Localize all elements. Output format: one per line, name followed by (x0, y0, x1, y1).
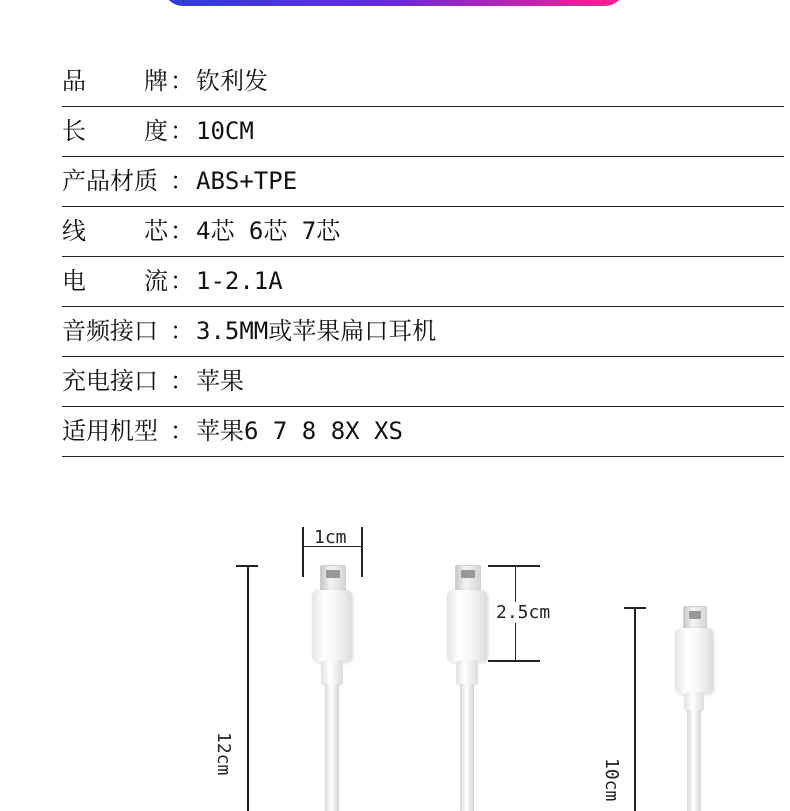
dimension-tick (624, 607, 646, 609)
dimension-tick (488, 660, 540, 662)
dimension-tick (488, 565, 540, 567)
spec-label-char: 线 (62, 217, 86, 245)
spec-label-char: 度 (144, 117, 168, 145)
spec-row-cores (62, 207, 784, 257)
dimension-label-2-5cm: 2.5cm (496, 602, 551, 623)
spec-label: 音频接口 (62, 317, 158, 345)
cable (460, 684, 474, 811)
spec-value: 4芯 6芯 7芯 (196, 217, 341, 245)
spec-value: 3.5MM或苹果扁口耳机 (196, 317, 437, 345)
connector-housing (312, 590, 352, 662)
dimension-diagram (0, 470, 790, 811)
spec-value: 10CM (196, 117, 254, 145)
strain-relief (684, 692, 704, 712)
dimension-tick (236, 565, 258, 567)
strain-relief (456, 660, 478, 686)
spec-colon: ： (170, 317, 194, 345)
spec-row-length (62, 107, 784, 157)
spec-table (62, 57, 784, 457)
spec-row-brand (62, 57, 784, 107)
dimension-label-1cm: 1cm (314, 527, 347, 548)
spec-colon: ： (170, 367, 194, 395)
spec-colon: ： (170, 217, 194, 245)
spec-value: ABS+TPE (196, 167, 298, 195)
spec-label: 适用机型 (62, 417, 158, 445)
spec-row-material (62, 157, 784, 207)
spec-value: 1-2.1A (196, 267, 283, 295)
spec-label-char: 品 (62, 67, 86, 95)
dimension-line-12cm (247, 565, 249, 811)
spec-label-char: 长 (62, 117, 86, 145)
strain-relief (321, 660, 343, 686)
spec-label-char: 电 (62, 267, 86, 295)
spec-value: 苹果6 7 8 8X XS (196, 417, 403, 445)
spec-label: 充电接口 (62, 367, 158, 395)
dimension-label-10cm: 10cm (601, 758, 622, 802)
dimension-tick (302, 527, 304, 577)
connector-housing (447, 590, 487, 662)
spec-label: 产品材质 (62, 167, 158, 195)
spec-colon: ： (170, 67, 194, 95)
top-banner (163, 0, 625, 6)
dimension-label-12cm: 12cm (213, 732, 234, 776)
spec-value: 苹果 (196, 367, 244, 395)
spec-colon: ： (170, 117, 194, 145)
spec-label-char: 牌 (144, 67, 168, 95)
dimension-line-10cm (634, 607, 636, 811)
spec-label-char: 芯 (144, 217, 168, 245)
spec-row-charge-port (62, 357, 784, 407)
spec-value: 钦利发 (196, 67, 268, 95)
cable (325, 684, 339, 811)
spec-label-char: 流 (144, 267, 168, 295)
spec-colon: ： (170, 167, 194, 195)
spec-row-current (62, 257, 784, 307)
spec-row-audio-port (62, 307, 784, 357)
connector-housing (675, 628, 713, 694)
spec-colon: ： (170, 417, 194, 445)
spec-colon: ： (170, 267, 194, 295)
dimension-tick (361, 527, 363, 577)
cable (687, 710, 701, 811)
spec-row-compatible-models (62, 407, 784, 457)
